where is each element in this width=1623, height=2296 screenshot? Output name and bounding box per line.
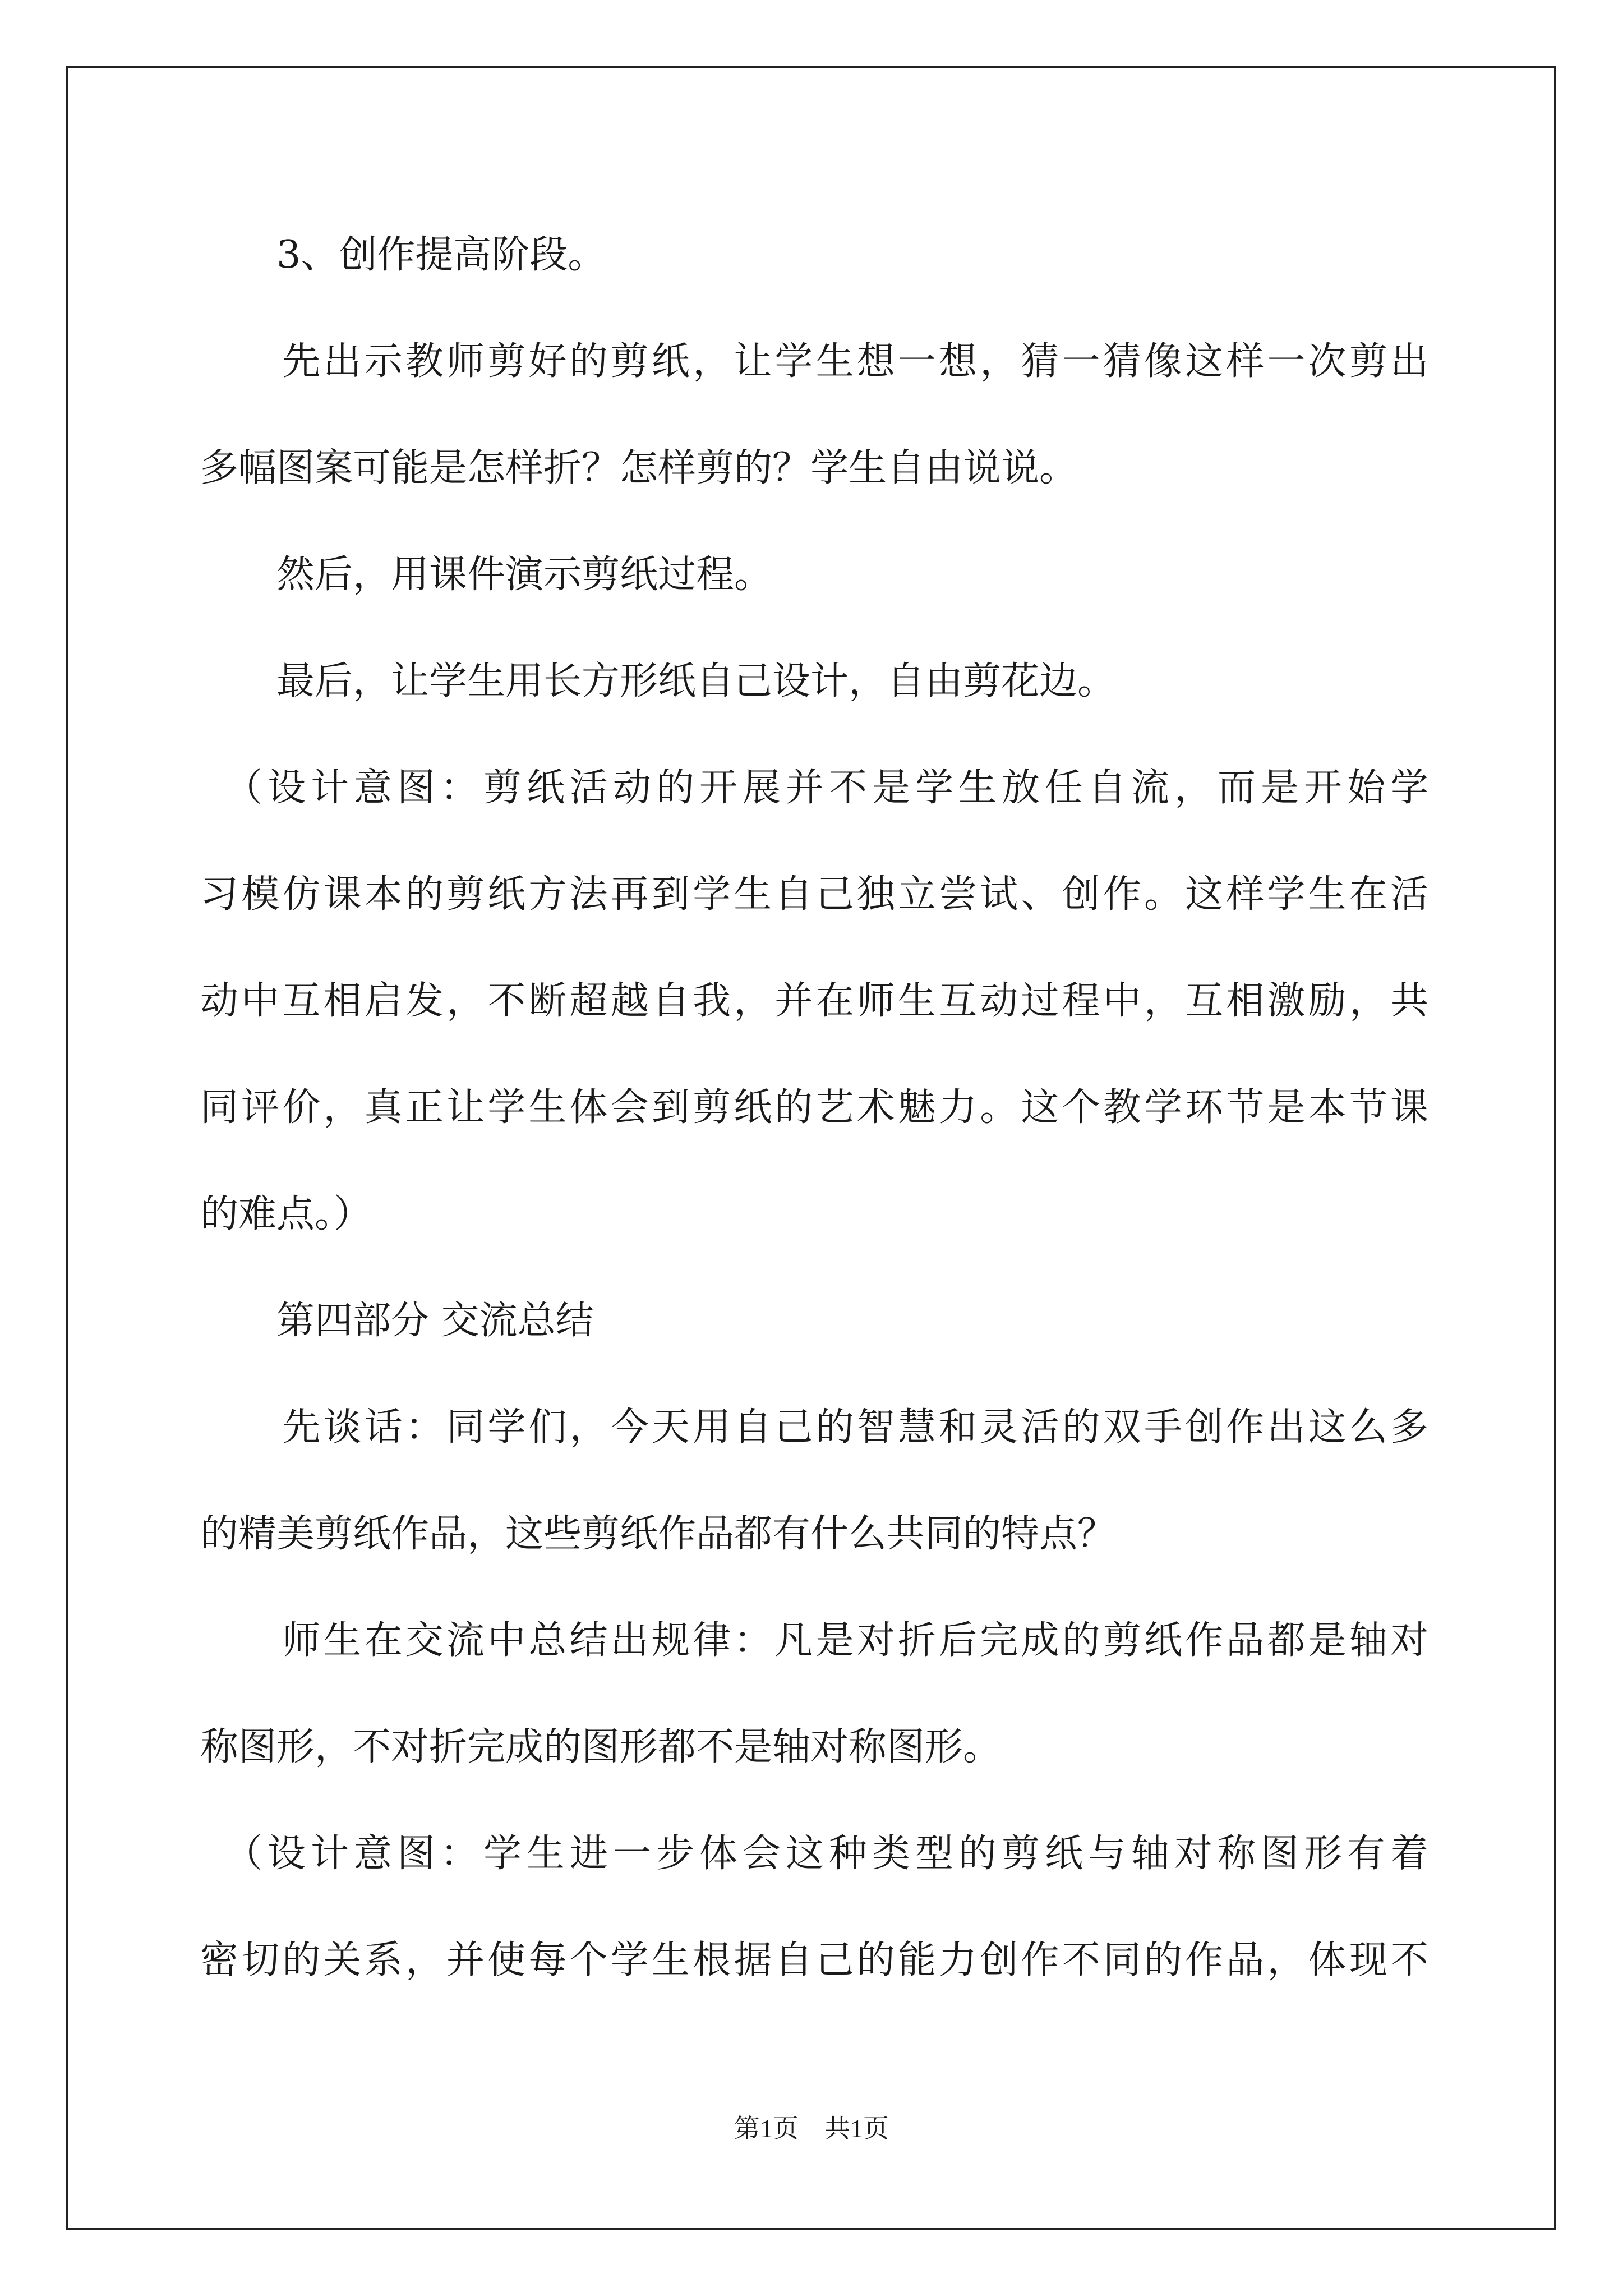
text-line: 的难点。） [200,1192,372,1236]
text-line: 然后，用课件演示剪纸过程。 [200,553,773,597]
text-line: 密切的关系，并使每个学生根据自己的能力创作不同的作品，体现不 [200,1938,1428,1982]
text-line: 同评价，真正让学生体会到剪纸的艺术魅力。这个教学环节是本节课 [200,1085,1428,1130]
page-number-footer: 第1页 共1页 [734,2114,889,2143]
text-line: 的精美剪纸作品，这些剪纸作品都有什么共同的特点？ [200,1512,1116,1556]
text-line: 称图形，不对折完成的图形都不是轴对称图形。 [200,1725,1002,1769]
text-line: 动中互相启发，不断超越自我，并在师生互动过程中，互相激励，共 [200,979,1428,1023]
text-line: 多幅图案可能是怎样折？怎样剪的？学生自由说说。 [200,446,1078,490]
text-line: 3、创作提高阶段。 [200,233,606,277]
text-line: 先出示教师剪好的剪纸，让学生想一想，猜一猜像这样一次剪出 [200,339,1428,384]
text-line: 习模仿课本的剪纸方法再到学生自己独立尝试、创作。这样学生在活 [200,872,1428,917]
text-line: 师生在交流中总结出规律：凡是对折后完成的剪纸作品都是轴对 [200,1618,1428,1663]
text-line: （设计意图：剪纸活动的开展并不是学生放任自流，而是开始学 [200,766,1428,810]
text-line: 最后，让学生用长方形纸自己设计，自由剪花边。 [200,659,1116,703]
text-line: 先谈话：同学们，今天用自己的智慧和灵活的双手创作出这么多 [200,1405,1428,1450]
section-heading: 第四部分 交流总结 [200,1299,594,1343]
text-line: （设计意图：学生进一步体会这种类型的剪纸与轴对称图形有着 [200,1832,1428,1876]
